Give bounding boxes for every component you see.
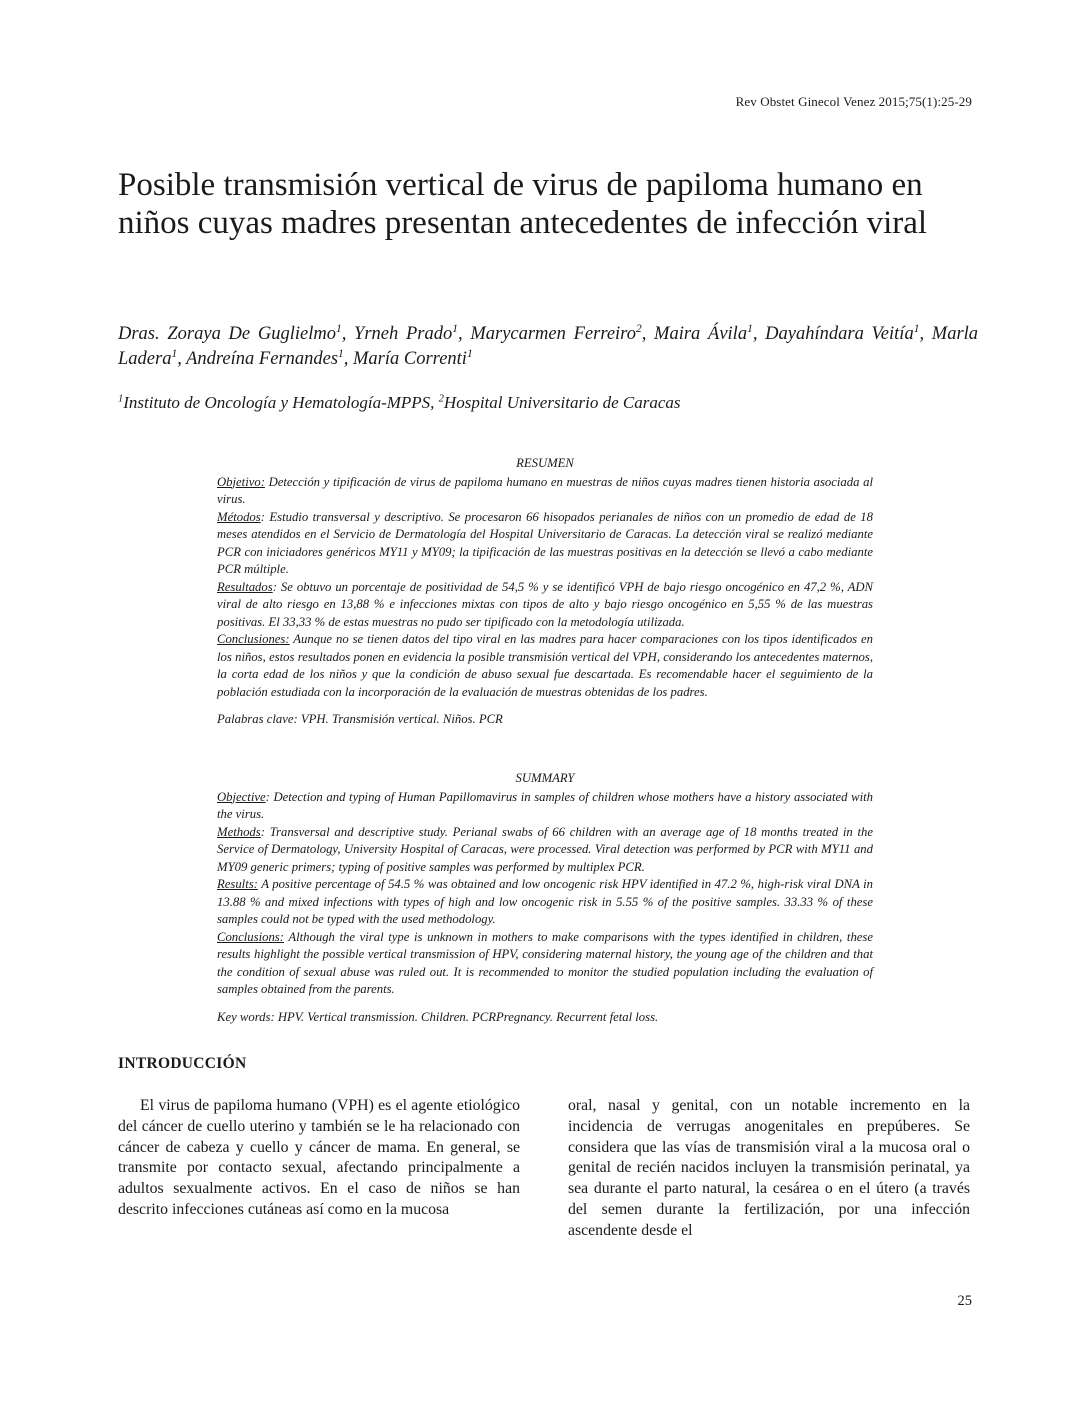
section-text: : Se obtuvo un porcentaje de positividad de 54,5 % y se identificó VPH de bajo riesgo oncogénico en 47,2 %, ADN viral de alto riesgo en 13,88 % e infecciones mixtas con tipos de alto y bajo riesgo oncogénico en 5,55 % de las muestras positivas. El 33,33 % de estas muestras no pudo ser tipificado con la metodología utilizada. xyxy=(217,579,873,629)
author-entry xyxy=(353,349,473,369)
section-label: Métodos xyxy=(217,509,261,524)
section-text: Aunque no se tienen datos del tipo viral en las madres para hacer comparaciones con los tipos identificados en los niños, estos resultados ponen en evidencia la posible transmisión vertical del VPH, considerando los antecedentes maternos, la corta edad de los niños y que la condición de abuso sexual fue descartada. Es recomendable hacer el seguimiento de la población estudiada con la incorporación de la evaluación de muestras obtenidas de los padres. xyxy=(217,632,873,699)
keywords-es: Palabras clave: VPH. Transmisión vertical. Niños. PCR xyxy=(217,712,503,726)
section-label: Objetivo: xyxy=(217,474,265,489)
author-separator: , xyxy=(343,349,354,369)
affiliation-mark: 2 xyxy=(635,322,642,335)
section-text: : Detection and typing of Human Papillomavirus in samples of children whose mothers have a history associated with the virus. xyxy=(217,789,873,821)
affiliation-mark: 1 xyxy=(747,322,753,335)
resumen-abstract xyxy=(217,455,873,729)
section-label: Conclusions: xyxy=(217,929,284,944)
article-title: Posible transmisión vertical de virus de papiloma humano en niños cuyas madres presentan antecedentes de infección viral xyxy=(118,167,928,241)
section-label: Methods xyxy=(217,824,261,839)
section-label: Resultados xyxy=(217,579,273,594)
abstract-conclusions xyxy=(217,631,873,701)
author-name: Marla Ladera xyxy=(118,324,979,369)
affiliations xyxy=(118,392,978,414)
intro-heading: INTRODUCCIÓN xyxy=(118,1055,247,1072)
affiliation-mark: 1 xyxy=(452,322,458,335)
author-name: Andreína Fernandes xyxy=(186,349,339,369)
author-separator: , xyxy=(752,324,766,344)
section-text: Detección y tipificación de virus de papiloma humano en muestras de niños cuyas madres tienen historia asociada al virus. xyxy=(217,474,873,506)
author-separator: , xyxy=(919,324,932,344)
running-head: Rev Obstet Ginecol Venez 2015;75(1):25-29 xyxy=(735,94,972,109)
section-label: Objective xyxy=(217,789,266,804)
author-separator: , xyxy=(341,324,355,344)
summary-objective xyxy=(217,789,873,824)
author-entry xyxy=(186,349,353,369)
author-entry xyxy=(118,324,354,344)
section-text: A positive percentage of 54.5 % was obtained and low oncogenic risk HPV identified in 47.2 %, high-risk viral DNA in 13.88 % and mixed infections with types of high and low oncogenic risk in 5.55 % of the positive samples. 33.33 % of these samples could not be typed with the used methodology. xyxy=(217,877,873,926)
affiliation-mark: 1 xyxy=(335,322,342,335)
affiliation-mark: 1 xyxy=(338,347,344,360)
affiliation-entry xyxy=(439,393,681,412)
section-text: : Estudio transversal y descriptivo. Se procesaron 66 hisopados perianales de niños con un promedio de edad de 18 meses atendidos en el Servicio de Dermatología del Hospital Universitario de Caracas. La detección viral se realizó mediante PCR con iniciadores genéricos MY11 y MY09; la tipificación de las muestras positivas en la detección se llevó a cabo mediante PCR múltiple. xyxy=(217,509,873,576)
affiliation-mark: 1 xyxy=(171,347,178,360)
author-name: Zoraya De Guglielmo xyxy=(167,324,336,344)
summary-heading: SUMMARY xyxy=(515,771,575,785)
section-text: Although the viral type is unknown in mothers to make comparisons with the types identified in children, these results highlight the possible vertical transmission of HPV, considering maternal history, the young age of the children and that the condition of sexual abuse was ruled out. It is recommended to monitor the studied population including the evaluation of samples obtained from the parents. xyxy=(217,929,873,996)
page-number: 25 xyxy=(957,1293,972,1309)
intro-column-left: El virus de papiloma humano (VPH) es el agente etiológico del cáncer de cuello uterino y también se le ha relacionado con cáncer de cabeza y cuello y cáncer de mama. En general, se transmite por contacto sexual, afectando principalmente a adultos sexualmente activos. En el caso de niños se han descrito infecciones cutáneas así como en la mucosa xyxy=(118,1097,520,1218)
author-entry xyxy=(765,324,932,344)
affiliation-entry xyxy=(118,393,439,412)
intro-column-right: oral, nasal y genital, con un notable incremento en la incidencia de verrugas anogenitales en prepúberes. Se considera que las vías de transmisión viral a la mucosa oral o genital de recién nacidos incluyen la transmisión perinatal, ya sea durante el parto natural, la cesárea o en el útero (a través del semen durante la fertilización, por una infección ascendente desde el xyxy=(568,1097,970,1239)
section-label: Results: xyxy=(217,877,258,891)
summary-abstract xyxy=(217,770,873,1026)
summary-results xyxy=(217,876,873,929)
resumen-heading: RESUMEN xyxy=(516,456,574,470)
author-list xyxy=(118,322,978,372)
section-text: : Transversal and descriptive study. Perianal swabs of 66 children with an average age of 18 months treated in the Service of Dermatology, University Hospital of Caracas, were processed. Viral detection was performed by PCR with MY11 and MY09 generic primers; typing of positive samples was performed by multiplex PCR. xyxy=(217,824,873,874)
affiliation-mark: 1 xyxy=(466,347,473,360)
author-entry xyxy=(654,324,765,344)
abstract-results xyxy=(217,579,873,632)
author-name: María Correnti xyxy=(353,349,467,369)
author-separator: , xyxy=(641,324,655,344)
affiliation-text: Hospital Universitario de Caracas xyxy=(443,393,681,412)
affiliation-mark: 2 xyxy=(438,393,444,405)
author-entry xyxy=(470,324,654,344)
author-name: Dayahíndara Veitía xyxy=(765,324,914,344)
affiliation-mark: 1 xyxy=(118,393,124,405)
keywords-en: Key words: HPV. Vertical transmission. Children. PCRPregnancy. Recurrent fetal loss. xyxy=(217,1009,659,1024)
author-name: Maira Ávila xyxy=(654,324,748,344)
author-separator: , xyxy=(177,349,187,369)
author-prefix: Dras. xyxy=(118,324,168,344)
author-entry xyxy=(354,324,470,344)
author-separator: , xyxy=(457,324,471,344)
abstract-methods xyxy=(217,509,873,579)
affiliation-text: Instituto de Oncología y Hematología-MPPS, xyxy=(123,393,439,412)
summary-methods xyxy=(217,824,873,877)
abstract-objective xyxy=(217,474,873,509)
author-name: Yrneh Prado xyxy=(354,324,453,344)
summary-conclusions xyxy=(217,929,873,999)
author-name: Marycarmen Ferreiro xyxy=(470,324,636,344)
affiliation-mark: 1 xyxy=(913,322,920,335)
section-label: Conclusiones: xyxy=(217,632,290,646)
